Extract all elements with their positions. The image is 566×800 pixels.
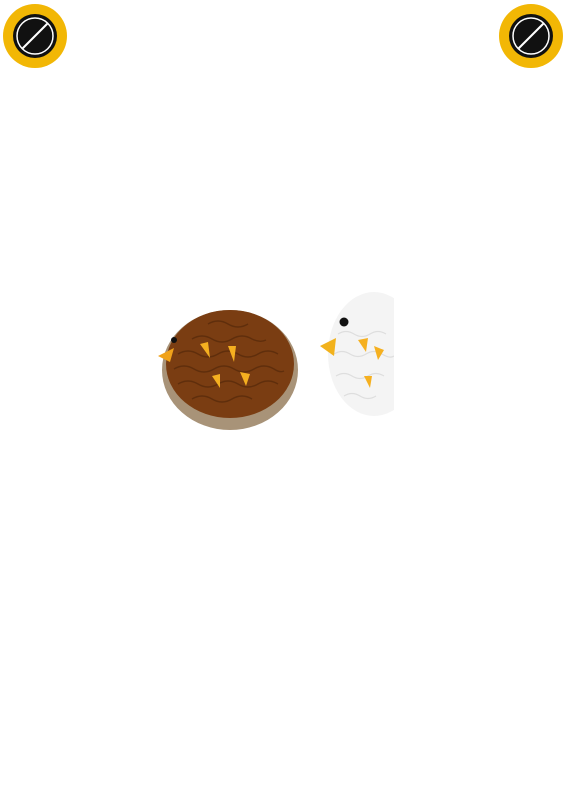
- pdf-xchange-badge-right[interactable]: [498, 3, 564, 69]
- stamp-badge-icon: [3, 4, 67, 68]
- pdf-xchange-badge-left[interactable]: [2, 3, 68, 69]
- stamp-badge-icon: [499, 4, 563, 68]
- knitted-birds-photo: [148, 284, 394, 436]
